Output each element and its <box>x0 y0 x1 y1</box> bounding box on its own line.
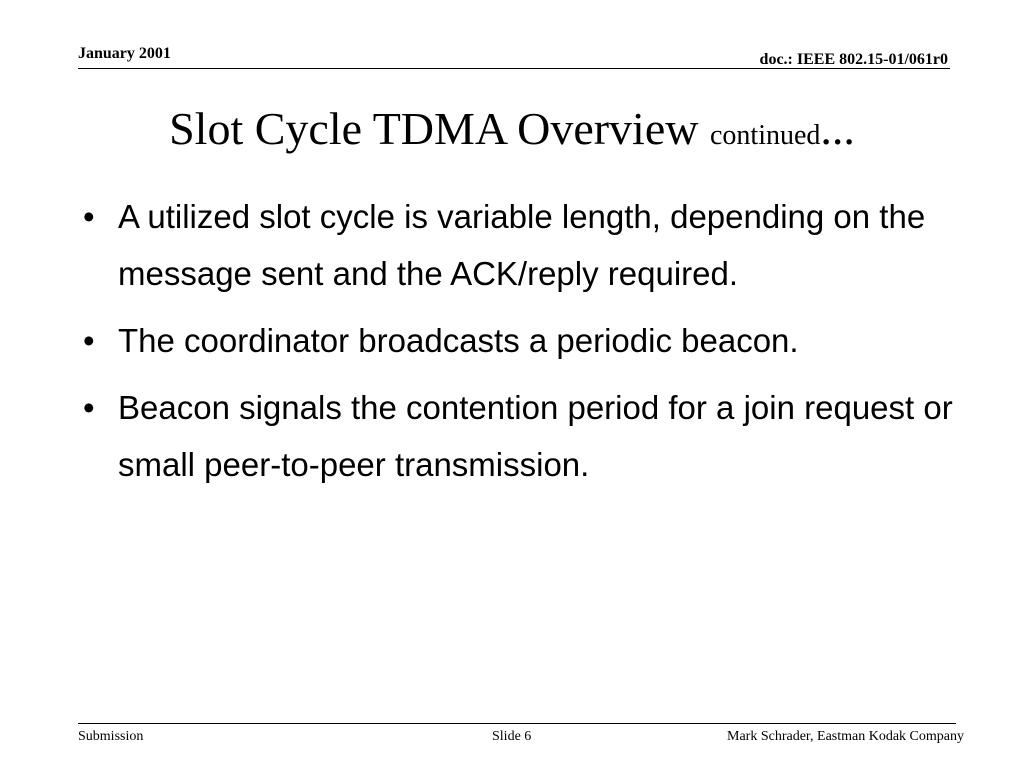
header-divider <box>78 68 950 69</box>
footer-slide-number: Slide 6 <box>492 729 532 744</box>
slide-title-main: Slot Cycle TDMA Overview <box>169 103 710 154</box>
bullet-text: A utilized slot cycle is variable length, depending on the message sent and the ACK/reply required. <box>118 198 926 292</box>
bullet-text: Beacon signals the contention period for a join request or small peer-to-peer transmission. <box>118 389 953 483</box>
slide-title <box>0 101 1024 164</box>
bullet-marker: • <box>83 322 95 359</box>
footer-author: Mark Schrader, Eastman Kodak Company <box>727 729 964 744</box>
footer-divider <box>78 723 956 724</box>
header-date: January 2001 <box>78 45 171 62</box>
footer-submission: Submission <box>78 729 144 744</box>
bullet-marker: • <box>83 389 95 426</box>
slide-title-suffix: continued <box>709 120 821 151</box>
bullet-item <box>80 188 960 302</box>
bullet-text: The coordinator broadcasts a periodic beacon. <box>118 322 799 359</box>
bullet-marker: • <box>83 198 95 235</box>
header-doc-id: doc.: IEEE 802.15-01/061r0 <box>759 51 948 68</box>
bullet-item <box>80 379 960 493</box>
bullet-list <box>80 188 960 503</box>
bullet-item <box>80 312 960 369</box>
slide-title-ellipsis: ... <box>820 103 855 154</box>
